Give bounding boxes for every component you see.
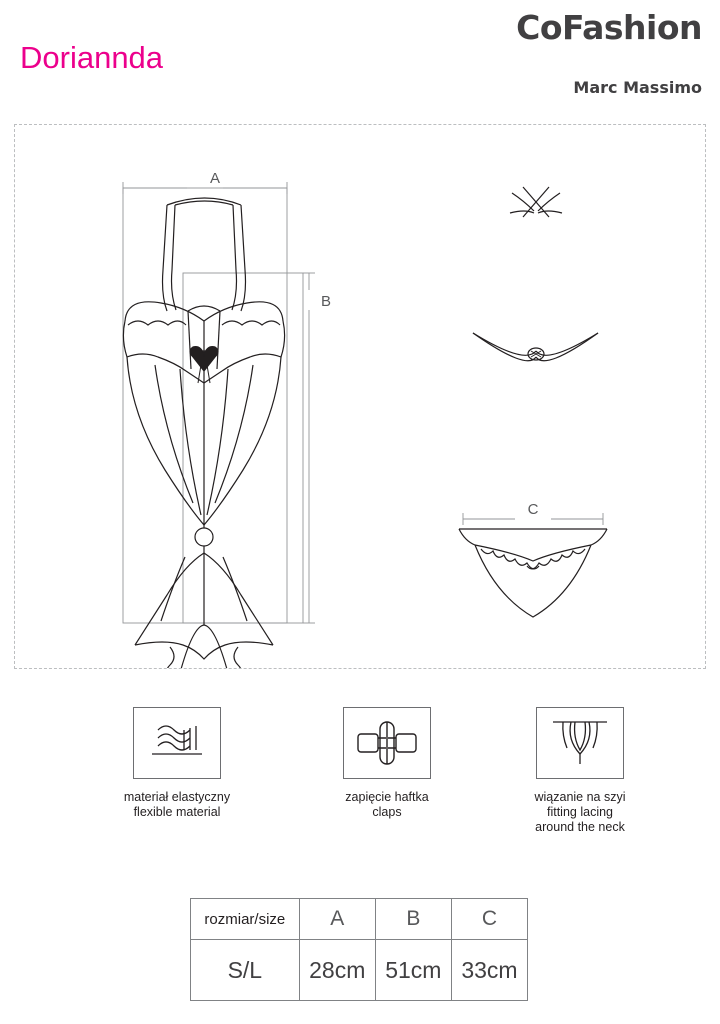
header-dim-a: A <box>299 899 375 940</box>
designer-name: Marc Massimo <box>573 78 702 97</box>
size-table <box>190 898 528 1001</box>
cell-c: 33cm <box>451 940 527 1001</box>
neck-lacing-icon <box>536 707 624 779</box>
header-dim-c: C <box>451 899 527 940</box>
table-row <box>191 940 528 1001</box>
feature-caption <box>72 790 282 820</box>
thong-drawing <box>459 501 607 617</box>
elastic-material-icon <box>133 707 221 779</box>
page-header <box>0 0 720 118</box>
hook-clasp-icon <box>343 707 431 779</box>
feature-line-en: flexible material <box>133 805 221 819</box>
measure-guides <box>123 182 315 623</box>
feature-line-pl: zapięcie haftka <box>345 790 429 804</box>
feature-caption <box>282 790 492 820</box>
cell-b: 51cm <box>375 940 451 1001</box>
table-header-row <box>191 899 528 940</box>
feature-caption <box>475 790 685 835</box>
brand-logo: CoFashion <box>516 8 702 47</box>
feature-neck-lacing <box>475 707 685 835</box>
label-a: A <box>209 170 221 187</box>
feature-hook-clasp <box>282 707 492 820</box>
header-size-label: rozmiar/size <box>191 899 300 940</box>
illustration-frame <box>14 124 706 669</box>
cell-size: S/L <box>191 940 300 1001</box>
cell-a: 28cm <box>299 940 375 1001</box>
feature-line-en: claps <box>372 805 402 819</box>
technical-drawing <box>15 125 705 668</box>
feature-line-en-2: around the neck <box>535 820 625 834</box>
label-b: B <box>320 293 332 310</box>
neck-tie-detail <box>510 187 562 217</box>
product-title: Doriannda <box>20 40 164 75</box>
feature-elastic-material <box>72 707 282 820</box>
feature-line-pl: wiązanie na szyi <box>534 790 626 804</box>
header-dim-b: B <box>375 899 451 940</box>
choker-detail <box>473 333 598 361</box>
features-row <box>0 695 720 850</box>
label-c: C <box>527 501 539 518</box>
bodysuit-drawing <box>123 198 284 668</box>
feature-line-pl: materiał elastyczny <box>123 790 231 804</box>
feature-line-en-1: fitting lacing <box>546 805 613 819</box>
